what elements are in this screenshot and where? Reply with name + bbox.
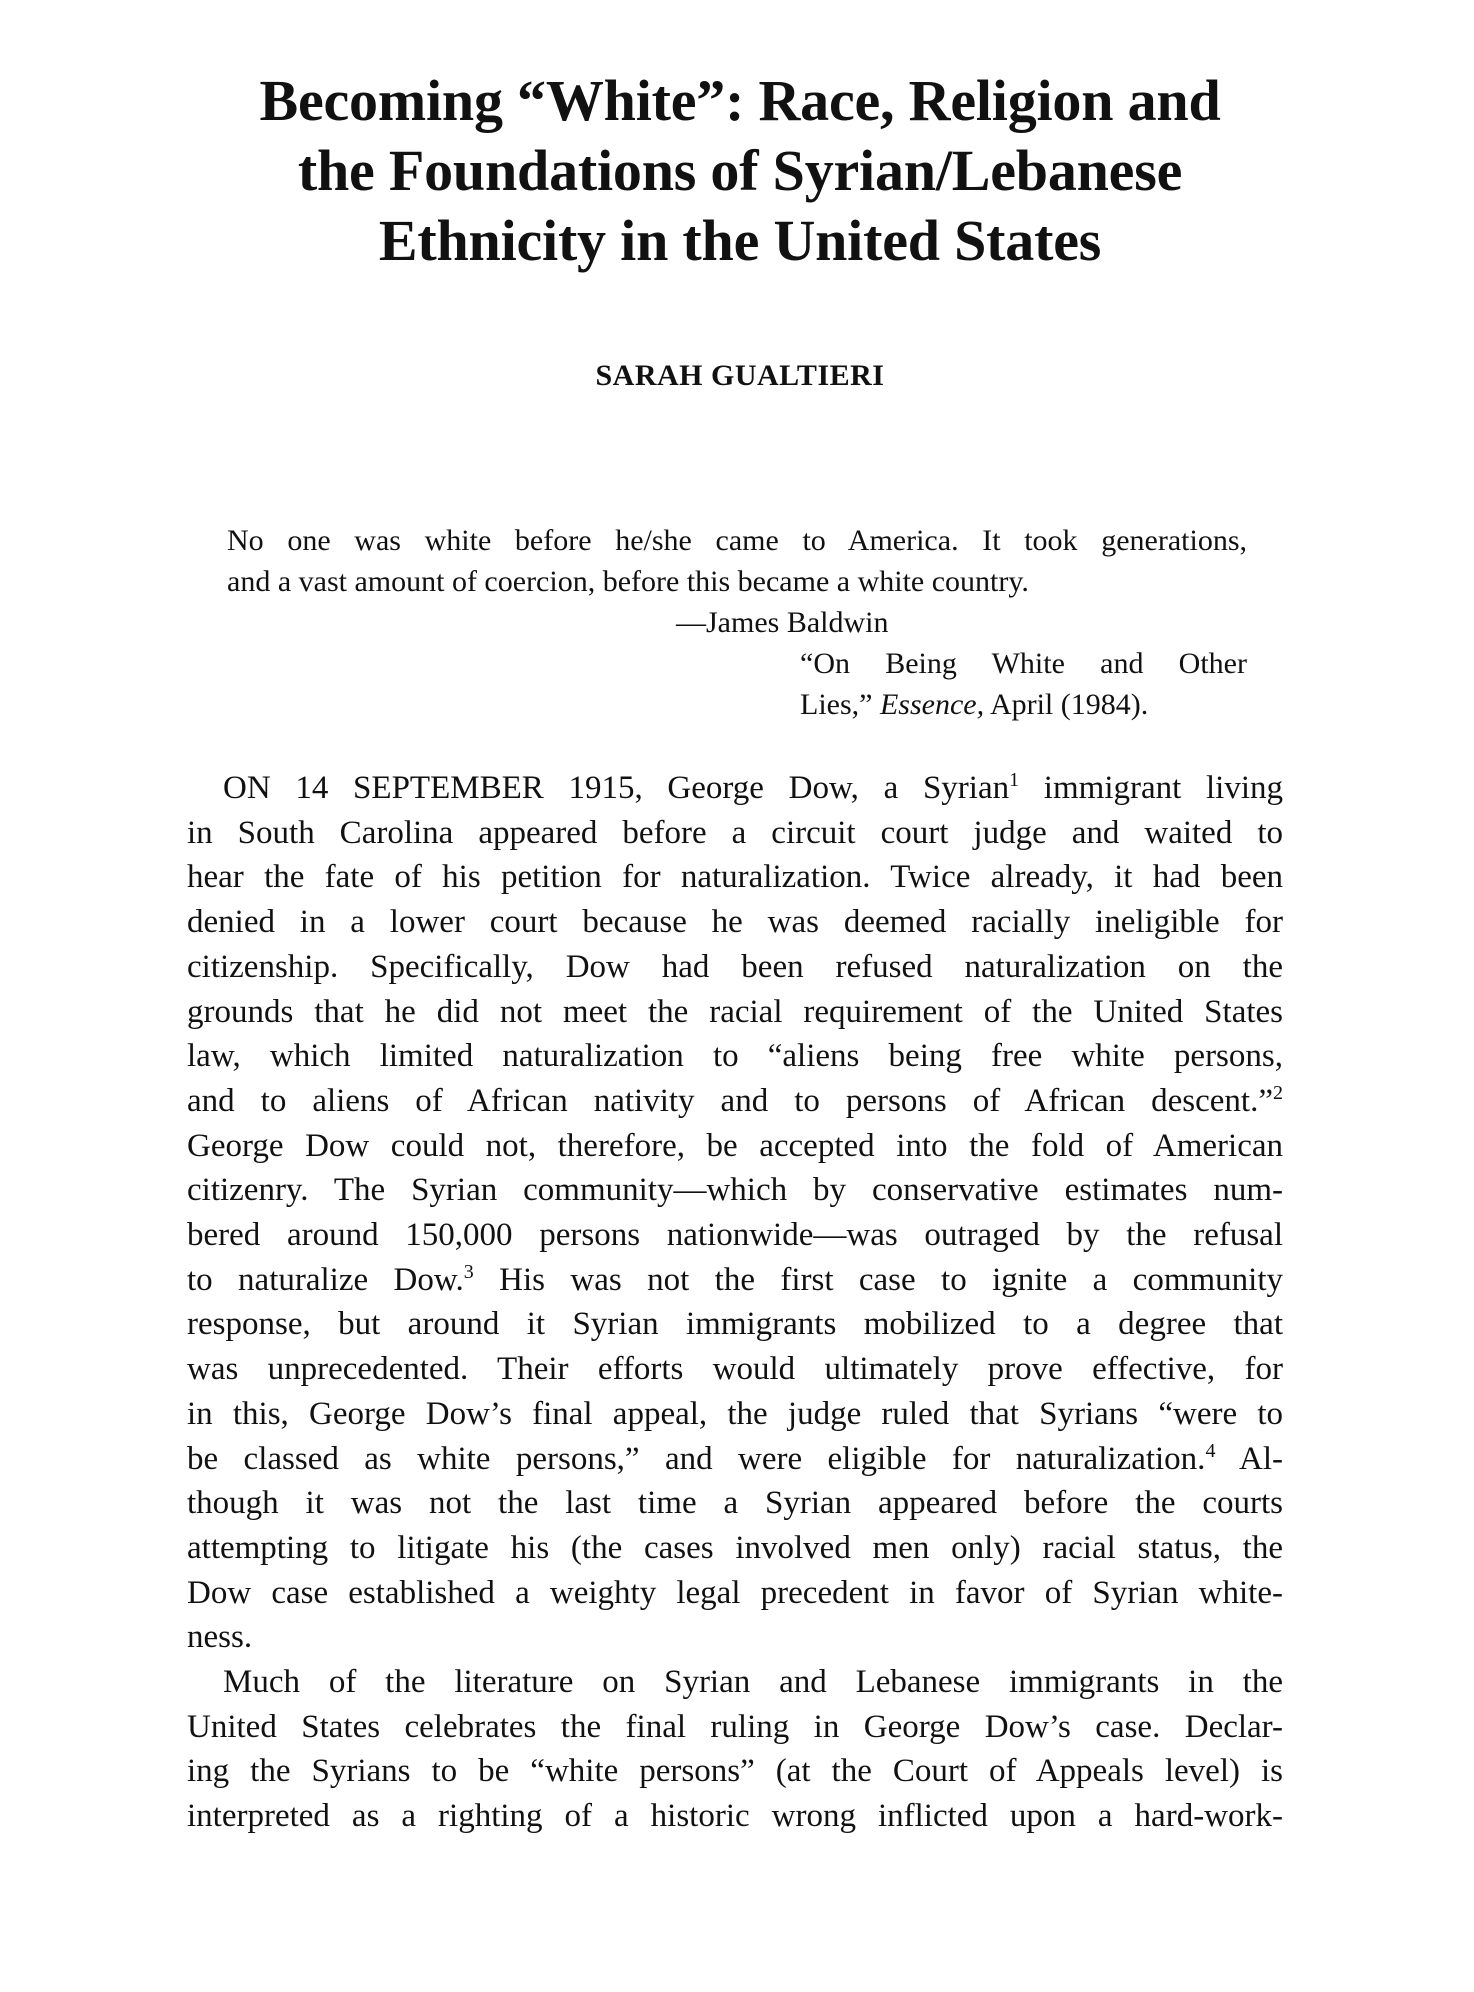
text-run: ON 14 SEPTEMBER 1915, George Dow, a Syrian <box>223 770 1010 806</box>
body-line: United States celebrates the final ruling in George Dow’s case. Declar- <box>187 1708 1283 1745</box>
body-line <box>187 766 1283 811</box>
text-run: be classed as white persons,” and were eligible for naturalization. <box>187 1440 1206 1477</box>
body-line: ness. <box>187 1619 253 1656</box>
epigraph-line: and a vast amount of coercion, before this became a white country. <box>227 565 1029 598</box>
body-line: citizenship. Specifically, Dow had been refused naturalization on the <box>187 948 1283 985</box>
epigraph-source-line <box>227 684 1247 725</box>
title-line: Becoming “White”: Race, Religion and <box>259 68 1221 133</box>
body-line: Much of the literature on Syrian and Lebanese immigrants in the <box>223 1664 1283 1701</box>
body-line: hear the fate of his petition for naturalization. Twice already, it had been <box>187 859 1283 896</box>
text-run: immigrant living <box>1019 770 1283 806</box>
body-line <box>187 1258 1283 1303</box>
epigraph-source-line: “On Being White and Other <box>800 647 1247 680</box>
body-line: Dow case established a weighty legal precedent in favor of Syrian white- <box>187 1574 1283 1611</box>
epigraph <box>227 520 1247 725</box>
source-text: April (1984). <box>984 688 1149 721</box>
text-run: Al- <box>1215 1440 1284 1477</box>
body-line: George Dow could not, therefore, be accepted into the fold of American <box>187 1127 1283 1164</box>
title-line: Ethnicity in the United States <box>378 208 1102 273</box>
source-journal: Essence, <box>879 688 985 721</box>
epigraph-attribution: —James Baldwin <box>676 606 889 639</box>
source-text: Lies,” <box>800 688 880 721</box>
body-line: attempting to litigate his (the cases involved men only) racial status, the <box>187 1529 1283 1566</box>
body-line: in this, George Dow’s final appeal, the judge ruled that Syrians “were to <box>187 1395 1283 1432</box>
body-line <box>187 1437 1283 1482</box>
epigraph-line: No one was white before he/she came to America. It took generations, <box>227 524 1247 557</box>
footnote-ref: 3 <box>463 1260 474 1283</box>
body-line: interpreted as a righting of a historic wrong inflicted upon a hard-work- <box>187 1798 1283 1835</box>
article-title <box>180 66 1300 276</box>
body-line: grounds that he did not meet the racial requirement of the United States <box>187 993 1283 1030</box>
footnote-ref: 1 <box>1009 769 1020 791</box>
body-line: denied in a lower court because he was deemed racially ineligible for <box>187 904 1283 941</box>
body-line: law, which limited naturalization to “aliens being free white persons, <box>187 1038 1283 1075</box>
body-line: in South Carolina appeared before a circuit court judge and waited to <box>187 814 1283 851</box>
body-line: ing the Syrians to be “white persons” (at the Court of Appeals level) is <box>187 1753 1283 1790</box>
body-line: was unprecedented. Their efforts would ultimately prove effective, for <box>187 1351 1283 1388</box>
article-body <box>187 766 1283 1839</box>
text-run: His was not the first case to ignite a community <box>473 1261 1283 1298</box>
author-name: SARAH GUALTIERI <box>595 359 885 392</box>
text-run: and to aliens of African nativity and to persons of African descent.” <box>187 1082 1273 1119</box>
title-line: the Foundations of Syrian/Lebanese <box>297 138 1183 203</box>
footnote-ref: 4 <box>1205 1439 1216 1462</box>
body-line: though it was not the last time a Syrian appeared before the courts <box>187 1485 1283 1522</box>
body-line <box>187 1079 1283 1124</box>
body-line: citizenry. The Syrian community—which by conservative estimates num- <box>187 1172 1283 1209</box>
text-run: to naturalize Dow. <box>187 1261 464 1298</box>
body-line: bered around 150,000 persons nationwide—was outraged by the refusal <box>187 1217 1283 1254</box>
footnote-ref: 2 <box>1273 1081 1283 1104</box>
body-line: response, but around it Syrian immigrants mobilized to a degree that <box>187 1306 1283 1343</box>
